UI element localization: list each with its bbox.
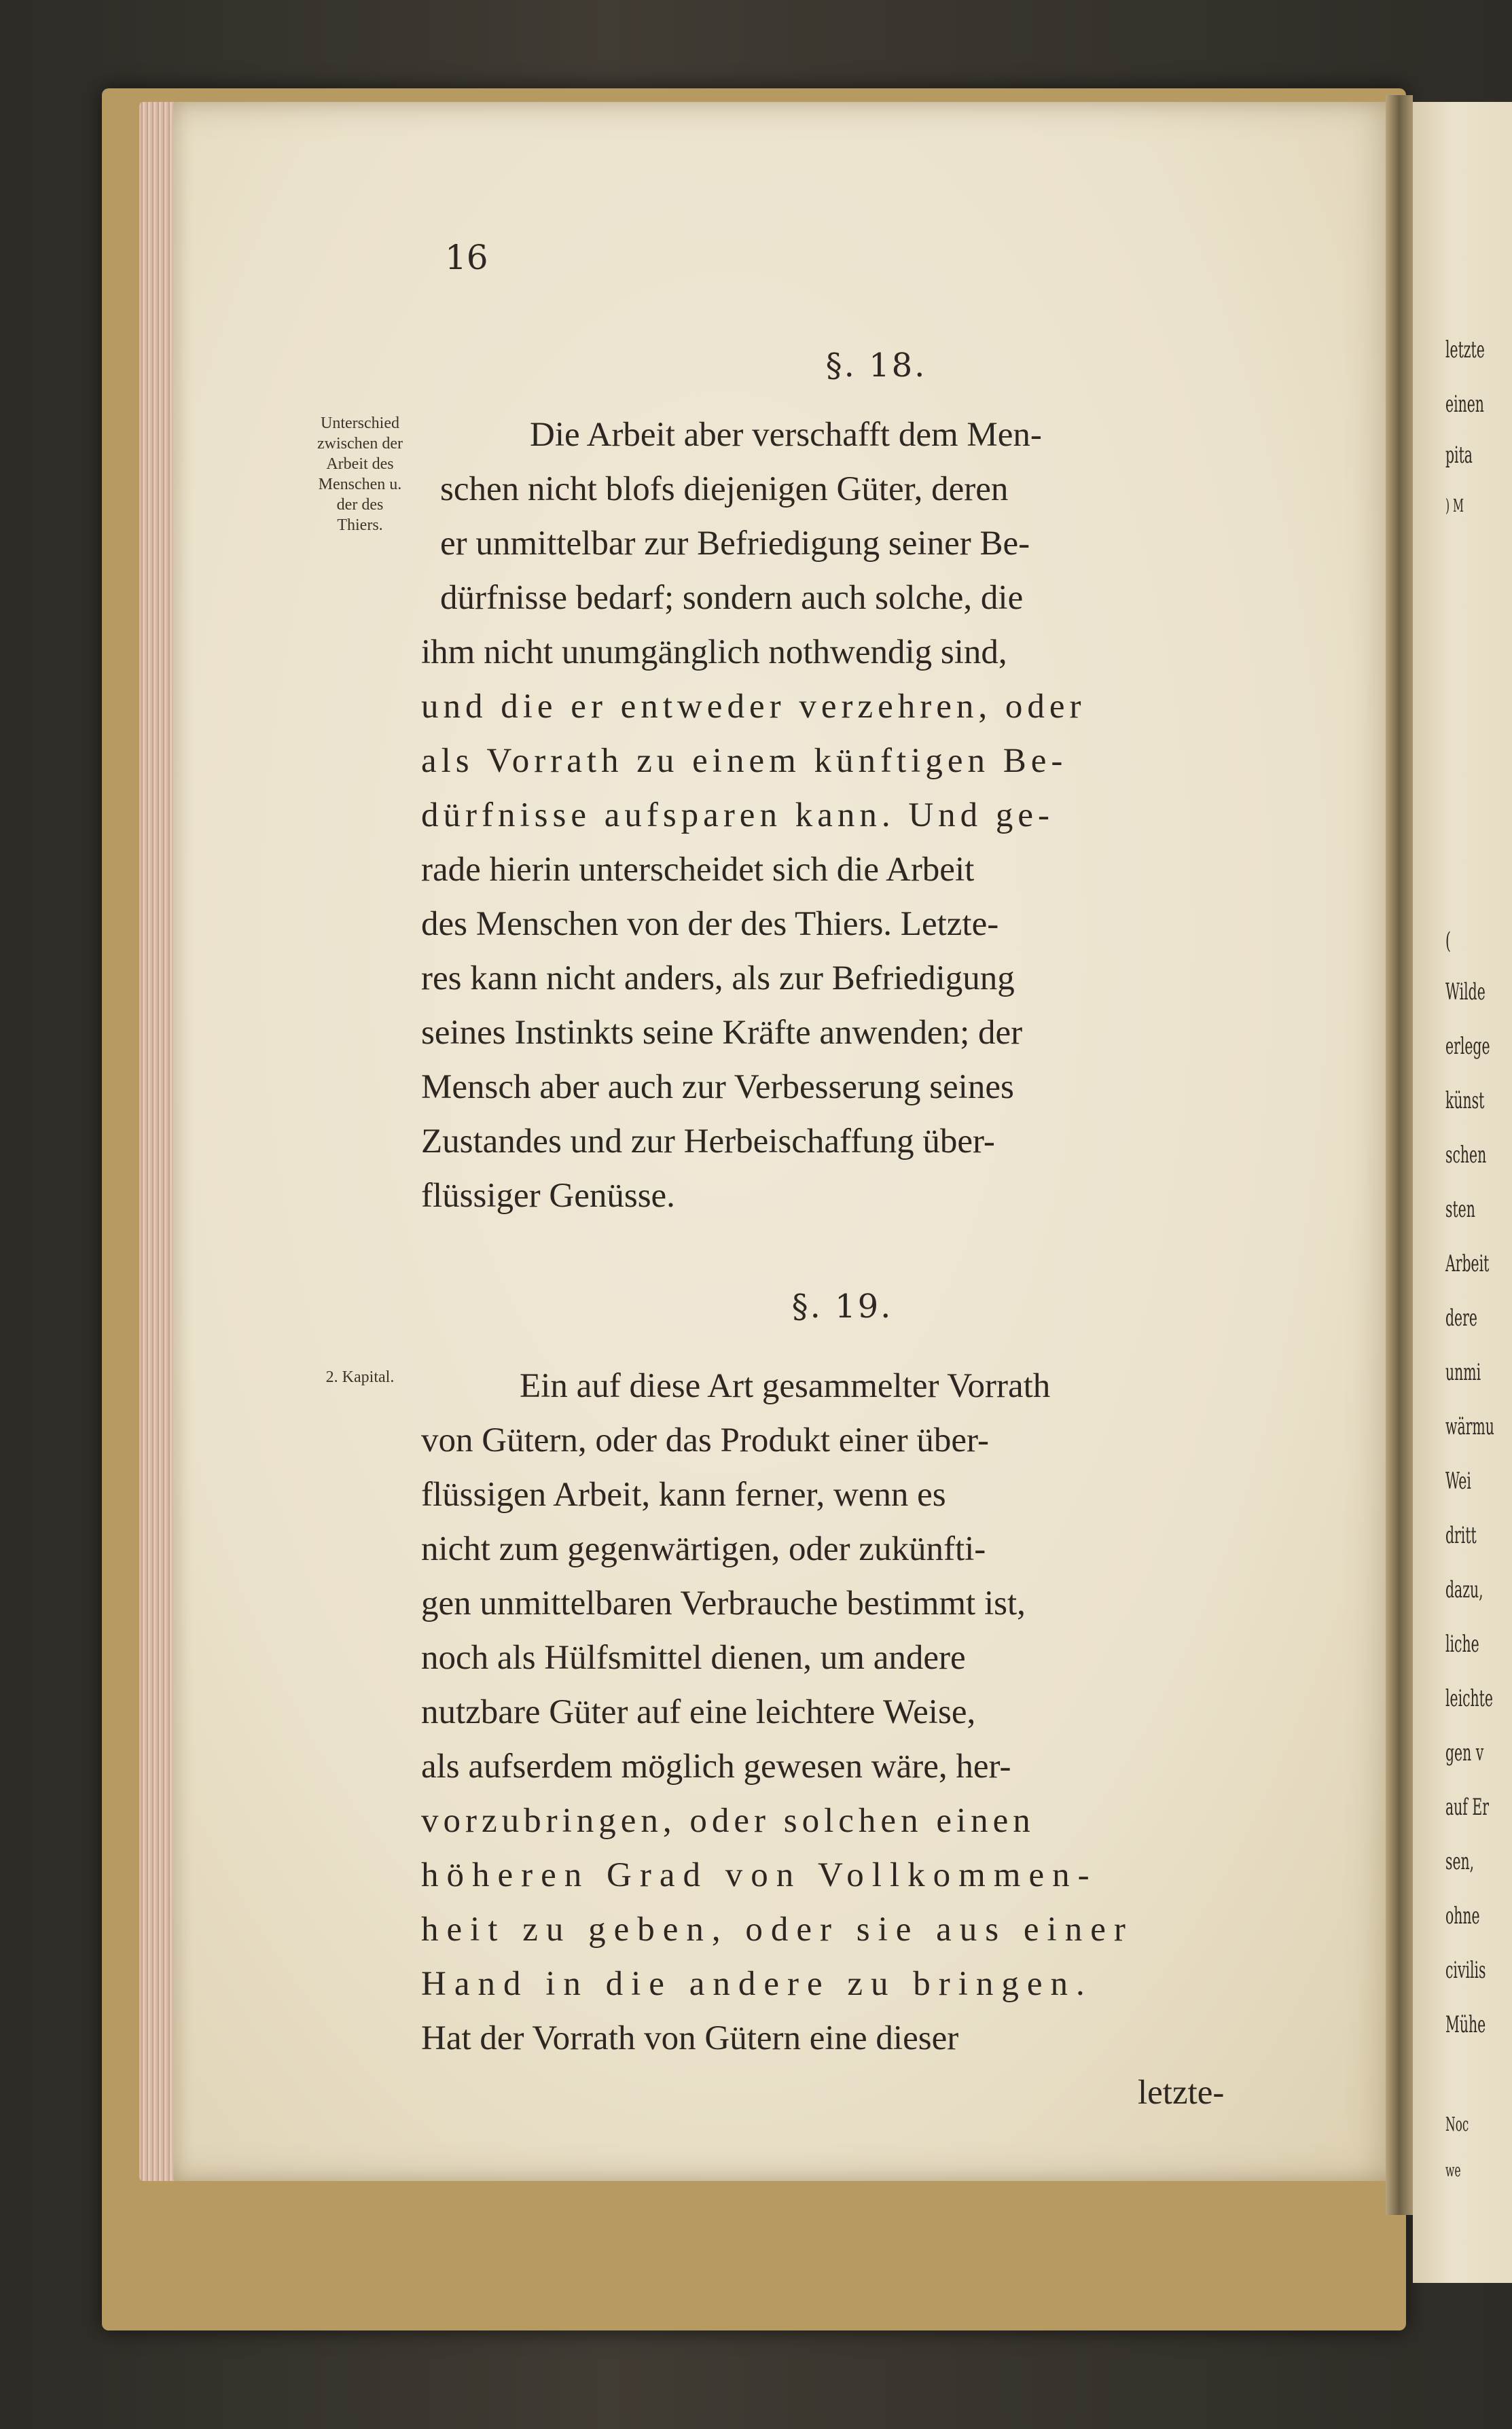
margin-note-line: Menschen u. (318, 476, 402, 493)
facing-page-fragment: we (1445, 2161, 1461, 2181)
margin-note-line: der des (336, 496, 384, 514)
text-line: und die er entweder verzehren, oder (421, 688, 1086, 726)
margin-note (272, 1367, 448, 1387)
facing-page-fragment: gen v (1445, 1739, 1484, 1767)
margin-note-line: Arbeit des (326, 455, 394, 473)
facing-page-fragment: Wilde (1445, 978, 1486, 1006)
facing-page-fragment: dritt (1445, 1522, 1477, 1549)
facing-page-fragment: einen (1445, 391, 1484, 418)
text-line: noch als Hülfsmittel dienen, um andere (421, 1639, 966, 1677)
facing-page-fragment: unmi (1445, 1359, 1481, 1386)
text-line: nutzbare Güter auf eine leichtere Weise, (421, 1693, 976, 1731)
facing-page-fragment: dere (1445, 1305, 1477, 1332)
text-line: schen nicht blofs diejenigen Güter, deren (440, 470, 1009, 508)
text-line: Hat der Vorrath von Gütern eine dieser (421, 2019, 959, 2057)
facing-page-fragment: ohne (1445, 1902, 1480, 1930)
text-line: Mensch aber auch zur Verbesserung seines (421, 1068, 1014, 1106)
facing-page (1413, 102, 1512, 2283)
facing-page-fragment: Noc (1445, 2113, 1469, 2135)
text-line: nicht zum gegenwärtigen, oder zukünfti- (421, 1530, 986, 1568)
facing-page-fragment: Arbeit (1445, 1250, 1490, 1277)
facing-page-fragment: leichte (1445, 1685, 1493, 1712)
margin-note-line: Thiers. (337, 516, 383, 534)
facing-page-fragment: wärmu (1445, 1413, 1494, 1440)
text-line: er unmittelbar zur Befriedigung seiner Be- (440, 525, 1030, 563)
facing-page-fragment: ) M (1445, 496, 1464, 516)
text-line: Die Arbeit aber verschafft dem Men- (530, 416, 1042, 454)
text-line: Zustandes und zur Herbeischaffung über- (421, 1122, 995, 1160)
facing-page-fragment: letzte (1445, 336, 1485, 364)
facing-page-fragment: sen, (1445, 1848, 1475, 1875)
text-line: flüssigen Arbeit, kann ferner, wenn es (421, 1476, 946, 1514)
facing-page-fragment: auf Er (1445, 1794, 1489, 1821)
section-heading: §. 19. (791, 1288, 893, 1326)
margin-note-line: Unterschied (321, 414, 399, 432)
margin-note-line: zwischen der (317, 435, 403, 453)
facing-page-fragment: schen (1445, 1141, 1487, 1169)
text-line: seines Instinkts seine Kräfte anwenden; der (421, 1014, 1023, 1052)
text-line: res kann nicht anders, als zur Befriedigung (421, 959, 1015, 997)
text-line: dürfnisse bedarf; sondern auch solche, die (440, 579, 1024, 617)
text-line: höheren Grad von Vollkommen- (421, 1856, 1098, 1894)
text-line: Ein auf diese Art gesammelter Vorrath (520, 1367, 1051, 1405)
margin-note-line: 2. Kapital. (325, 1368, 395, 1386)
text-line: vorzubringen, oder solchen einen (421, 1802, 1035, 1840)
facing-page-fragment: erlege (1445, 1033, 1490, 1060)
facing-page-fragment: sten (1445, 1196, 1475, 1223)
catchword: letzte- (1138, 2074, 1225, 2112)
facing-page-fragment: ( (1445, 927, 1451, 955)
facing-page-fragment: Wei (1445, 1468, 1471, 1495)
text-line: heit zu geben, oder sie aus einer (421, 1911, 1134, 1949)
text-line: ihm nicht unumgänglich nothwendig sind, (421, 633, 1007, 671)
text-line: als Vorrath zu einem künftigen Be- (421, 742, 1068, 780)
facing-page-fragment: civilis (1445, 1957, 1486, 1984)
page-number: 16 (445, 238, 488, 277)
facing-page-fragment: künst (1445, 1087, 1485, 1114)
margin-note (292, 413, 428, 535)
text-line: Hand in die andere zu bringen. (421, 1965, 1093, 2003)
text-line: als aufserdem möglich gewesen wäre, her- (421, 1748, 1011, 1786)
text-line: gen unmittelbaren Verbrauche bestimmt ist, (421, 1584, 1026, 1623)
facing-page-fragment: Mühe (1445, 2011, 1486, 2038)
text-line: von Gütern, oder das Produkt einer über- (421, 1421, 989, 1459)
text-line: dürfnisse aufsparen kann. Und ge- (421, 796, 1055, 834)
book-gutter (1386, 95, 1413, 2215)
text-line: flüssiger Genüsse. (421, 1177, 675, 1215)
facing-page-fragment: dazu, (1445, 1576, 1483, 1603)
facing-page-fragment: liche (1445, 1631, 1479, 1658)
text-line: rade hierin unterscheidet sich die Arbeit (421, 851, 975, 889)
facing-page-fragment: pita (1445, 442, 1473, 469)
section-heading: §. 18. (825, 347, 927, 385)
text-line: des Menschen von der des Thiers. Letzte- (421, 905, 999, 943)
